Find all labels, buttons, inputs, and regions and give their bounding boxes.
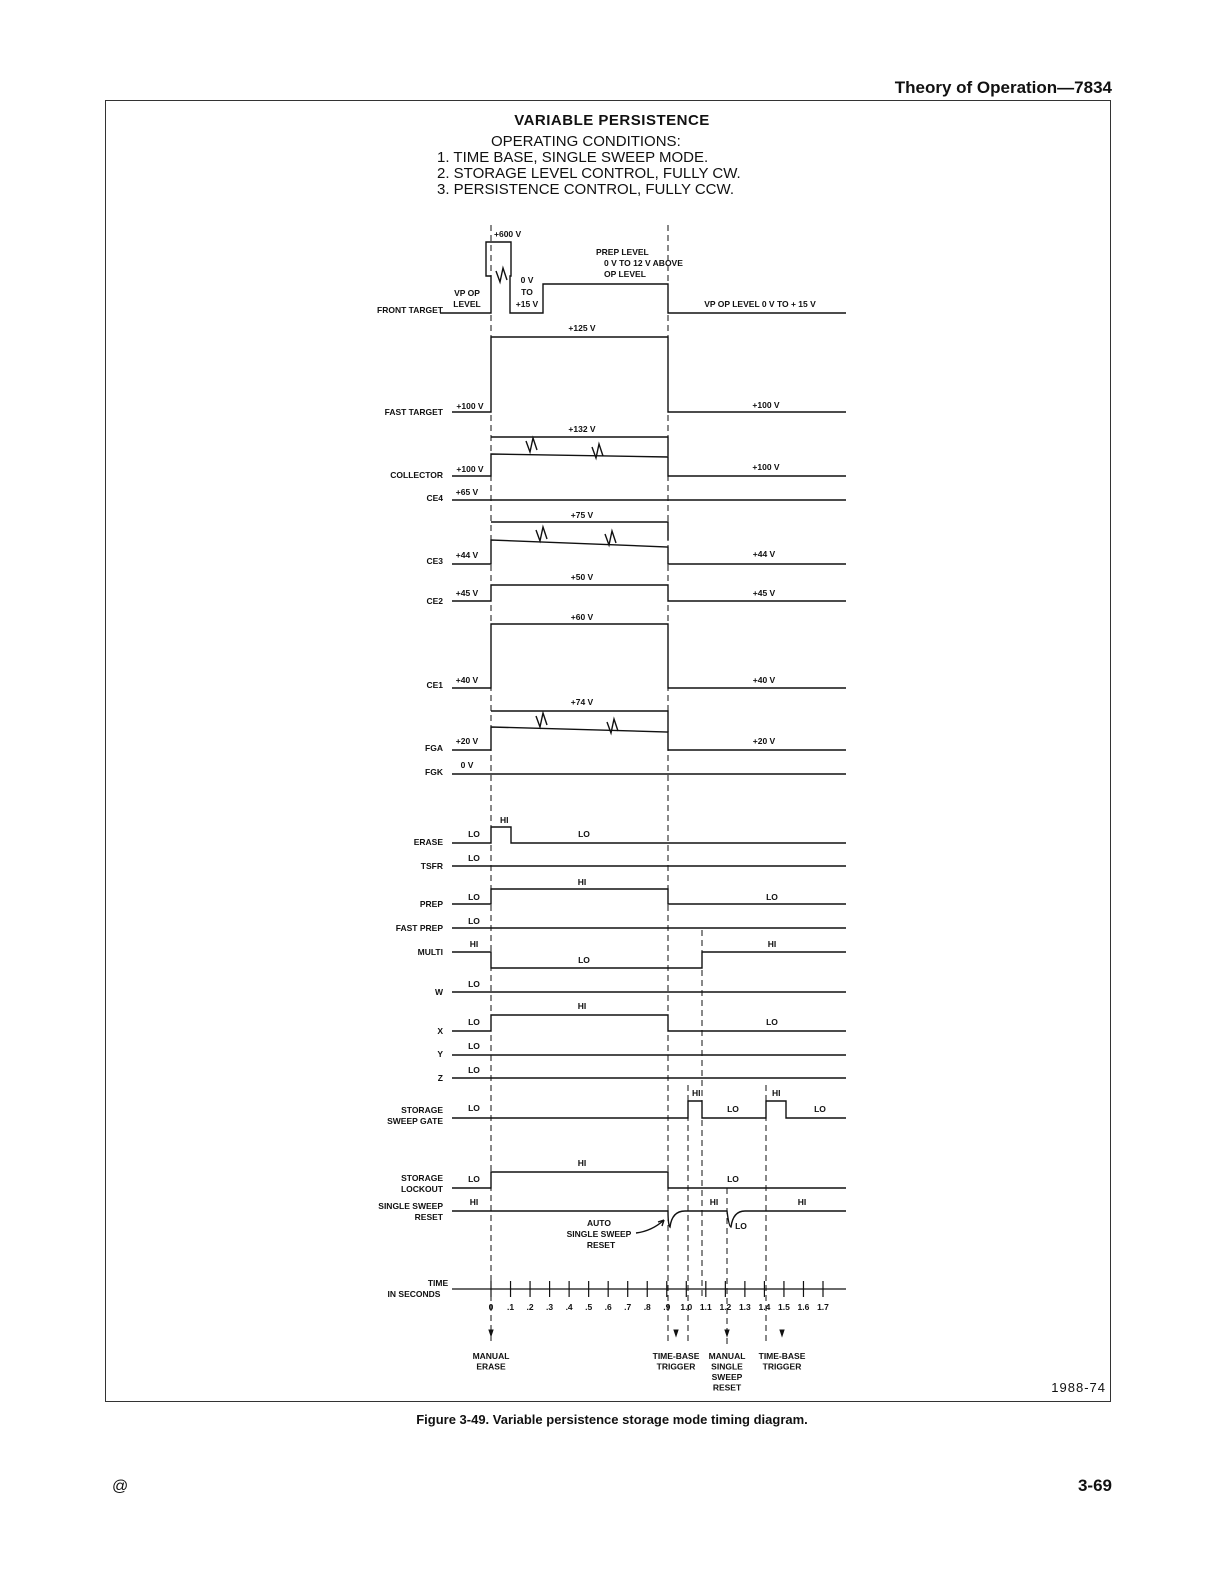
time-tick-label: .5 xyxy=(585,1302,593,1312)
waveform-trace xyxy=(452,1101,846,1118)
level-label: HI xyxy=(709,1197,719,1207)
time-tick-label: .4 xyxy=(565,1302,573,1312)
level-label: +45 V xyxy=(455,588,479,598)
level-label: LO xyxy=(578,955,590,965)
time-tick-label: 0 xyxy=(488,1302,494,1312)
break-mark xyxy=(605,531,616,545)
waveform-trace xyxy=(452,540,846,564)
manual-single-sweep-reset-label: SWEEP xyxy=(711,1372,743,1382)
break-mark xyxy=(536,527,547,541)
level-label: +600 V xyxy=(494,229,522,239)
level-label: LO xyxy=(468,853,480,863)
level-label: RESET xyxy=(586,1240,616,1250)
waveform-trace xyxy=(491,522,668,540)
time-tick-label: .9 xyxy=(663,1302,671,1312)
level-label: SINGLE SWEEP xyxy=(566,1229,632,1239)
waveforms xyxy=(437,242,846,1233)
level-label: +132 V xyxy=(568,424,596,434)
time-tick-label: .3 xyxy=(546,1302,554,1312)
time-base-trigger-label: TRIGGER xyxy=(762,1361,802,1372)
level-label: LO xyxy=(468,892,480,902)
event-arrow xyxy=(780,1330,784,1336)
reference-lines xyxy=(488,225,766,1345)
level-label: HI xyxy=(577,1001,587,1011)
signal-name-label: STORAGE xyxy=(401,1173,443,1183)
signal-name-label: COLLECTOR xyxy=(390,470,443,480)
time-tick-label: 1.2 xyxy=(719,1302,732,1312)
level-label: HI xyxy=(577,877,587,887)
waveform-trace xyxy=(452,827,846,843)
event-arrow xyxy=(489,1330,493,1336)
figure-number: 1988-74 xyxy=(1051,1380,1106,1395)
level-label: LO xyxy=(727,1104,739,1114)
signal-name-label: Y xyxy=(437,1049,443,1059)
time-tick-label: 1.7 xyxy=(817,1302,829,1312)
level-label: LO xyxy=(468,1103,480,1113)
waveform-trace xyxy=(452,624,846,688)
signal-name-label: SWEEP GATE xyxy=(387,1116,443,1126)
time-tick-label: 1.3 xyxy=(738,1302,751,1312)
time-tick-label: 1.5 xyxy=(778,1302,790,1312)
level-label: LEVEL xyxy=(453,299,481,309)
signal-name-label: RESET xyxy=(414,1212,443,1222)
break-mark xyxy=(496,268,507,282)
level-label: HI xyxy=(797,1197,807,1207)
waveform-trace xyxy=(452,889,846,904)
level-label: LO xyxy=(468,979,480,989)
level-label: HI xyxy=(772,1088,781,1098)
level-label: +40 V xyxy=(752,675,776,685)
signal-name-label: FAST PREP xyxy=(395,923,443,933)
signal-name-label: STORAGE xyxy=(401,1105,443,1115)
level-label: +100 V xyxy=(456,401,484,411)
level-label: +100 V xyxy=(752,400,780,410)
level-label: HI xyxy=(469,1197,479,1207)
level-label: OP LEVEL xyxy=(604,269,646,279)
level-label: +100 V xyxy=(456,464,484,474)
time-tick-label: 1.4 xyxy=(758,1302,771,1312)
level-label: HI xyxy=(469,939,479,949)
level-label: HI xyxy=(577,1158,587,1168)
time-tick-label: .7 xyxy=(624,1302,632,1312)
signal-name-label: CE2 xyxy=(426,596,443,606)
signal-name-label: TSFR xyxy=(420,861,443,871)
level-label: LO xyxy=(727,1174,739,1184)
signal-name-label: CE4 xyxy=(426,493,443,503)
level-label: LO xyxy=(468,1174,480,1184)
manual-single-sweep-reset-label: SINGLE xyxy=(711,1361,743,1372)
time-axis-label: TIME xyxy=(427,1278,449,1288)
signal-name-label: MULTI xyxy=(417,947,443,957)
signal-name-label: FRONT TARGET xyxy=(377,305,443,315)
level-label: LO xyxy=(735,1221,747,1231)
level-label: +20 V xyxy=(455,736,479,746)
break-mark xyxy=(536,713,547,727)
time-base-trigger-label: TIME-BASE xyxy=(758,1351,806,1361)
level-label: LO xyxy=(468,1041,480,1051)
copyright-mark: @ xyxy=(112,1478,129,1495)
level-label: +74 V xyxy=(570,697,594,707)
signal-name-label: SINGLE SWEEP xyxy=(378,1201,443,1211)
level-label: PREP LEVEL xyxy=(596,247,649,257)
signal-name-label: W xyxy=(434,987,443,997)
figure-caption: Figure 3-49. Variable persistence storage mode timing diagram. xyxy=(416,1412,808,1427)
level-label: VP OP xyxy=(454,288,480,298)
signal-name-label: FAST TARGET xyxy=(384,407,443,417)
time-tick-label: 1.6 xyxy=(797,1302,810,1312)
level-label: HI xyxy=(692,1088,701,1098)
level-label: +100 V xyxy=(752,462,780,472)
condition-item: 3. PERSISTENCE CONTROL, FULLY CCW. xyxy=(437,181,735,198)
level-label: 0 V TO 12 V ABOVE xyxy=(604,258,683,268)
break-mark xyxy=(526,438,537,452)
waveform-trace xyxy=(452,337,846,412)
signal-name-label: Z xyxy=(437,1073,443,1083)
level-label: LO xyxy=(766,892,778,902)
level-label: +44 V xyxy=(752,549,776,559)
time-tick-label: .2 xyxy=(526,1302,534,1312)
waveform-trace xyxy=(452,1211,846,1227)
condition-item: 2. STORAGE LEVEL CONTROL, FULLY CW. xyxy=(437,165,741,182)
time-axis-label: IN SECONDS xyxy=(387,1289,441,1299)
level-label: 0 V xyxy=(520,275,534,285)
manual-single-sweep-reset-label: RESET xyxy=(712,1382,742,1393)
conditions-heading: OPERATING CONDITIONS: xyxy=(491,133,681,150)
level-label: +125 V xyxy=(568,323,596,333)
time-tick-label: 1.1 xyxy=(699,1302,712,1312)
event-arrow xyxy=(725,1330,729,1336)
waveform-trace xyxy=(452,585,846,601)
level-label: +15 V xyxy=(515,299,539,309)
level-label: +44 V xyxy=(455,550,479,560)
waveform-trace xyxy=(491,437,668,456)
level-label: HI xyxy=(500,815,509,825)
manual-single-sweep-reset-label: MANUAL xyxy=(708,1351,746,1361)
waveform-trace xyxy=(452,1015,846,1031)
signal-name-label: FGA xyxy=(425,743,443,753)
level-label: TO xyxy=(521,287,533,297)
level-label: VP OP LEVEL 0 V TO + 15 V xyxy=(704,299,816,309)
level-label: LO xyxy=(468,1017,480,1027)
time-tick-label: 1.0 xyxy=(680,1302,693,1312)
level-label: LO xyxy=(468,1065,480,1075)
diagram-labels xyxy=(377,229,829,1393)
time-base-trigger-label: TIME-BASE xyxy=(652,1351,700,1361)
signal-name-label: CE3 xyxy=(426,556,443,566)
manual-erase-label: ERASE xyxy=(476,1361,506,1372)
level-label: +45 V xyxy=(752,588,776,598)
level-label: LO xyxy=(766,1017,778,1027)
level-label: LO xyxy=(814,1104,826,1114)
diagram-title: VARIABLE PERSISTENCE xyxy=(514,112,710,129)
time-base-trigger-label: TRIGGER xyxy=(656,1361,696,1372)
signal-name-label: LOCKOUT xyxy=(400,1184,443,1194)
event-arrow xyxy=(674,1330,678,1336)
waveform-trace xyxy=(452,454,846,476)
manual-erase-label: MANUAL xyxy=(472,1351,510,1361)
level-label: +40 V xyxy=(455,675,479,685)
level-label: +50 V xyxy=(570,572,594,582)
level-label: 0 V xyxy=(460,760,474,770)
waveform-trace xyxy=(452,1172,846,1188)
signal-name-label: X xyxy=(437,1026,443,1036)
time-tick-label: .8 xyxy=(643,1302,651,1312)
page-header: Theory of Operation—7834 xyxy=(894,78,1112,97)
level-label: +65 V xyxy=(455,487,479,497)
level-label: AUTO xyxy=(587,1218,611,1228)
time-tick-label: .6 xyxy=(604,1302,612,1312)
level-label: +20 V xyxy=(752,736,776,746)
signal-name-label: PREP xyxy=(419,899,443,909)
level-label: HI xyxy=(767,939,777,949)
signal-name-label: FGK xyxy=(425,767,443,777)
level-label: LO xyxy=(578,829,590,839)
waveform-trace xyxy=(452,727,846,750)
level-label: +60 V xyxy=(570,612,594,622)
signal-name-label: ERASE xyxy=(413,837,443,847)
time-tick-label: .1 xyxy=(506,1302,515,1312)
page-number: 3-69 xyxy=(1077,1476,1112,1495)
level-label: LO xyxy=(468,829,480,839)
condition-item: 1. TIME BASE, SINGLE SWEEP MODE. xyxy=(437,149,709,166)
waveform-trace xyxy=(452,952,846,968)
level-label: LO xyxy=(468,916,480,926)
level-label: +75 V xyxy=(570,510,594,520)
signal-name-label: CE1 xyxy=(426,680,443,690)
